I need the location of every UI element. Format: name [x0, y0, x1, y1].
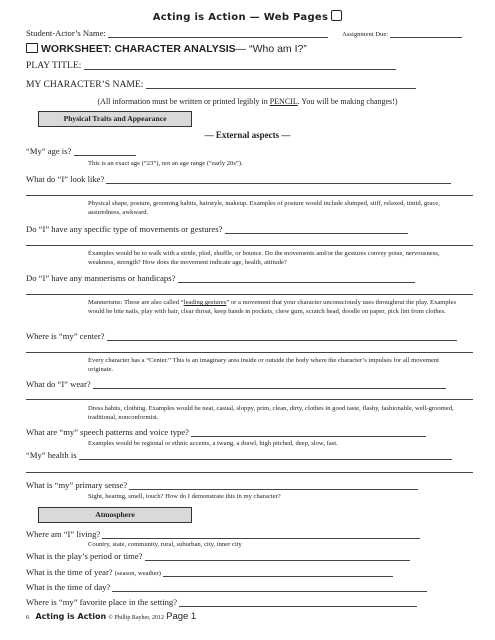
mannerisms-note: [88, 298, 465, 316]
day-row: [26, 582, 473, 592]
health-line-2[interactable]: [26, 472, 473, 473]
page-footer: [26, 611, 196, 622]
mannerisms-label: Do “I” have any mannerisms or handicaps?: [26, 273, 176, 283]
external-aspects-heading: — External aspects —: [204, 130, 291, 140]
footer-page-marker: 6: [26, 614, 30, 621]
mannerisms-field[interactable]: [178, 274, 415, 283]
header-section: Web Pages: [263, 12, 329, 23]
play-title-row: [26, 60, 473, 71]
look-line-2[interactable]: [26, 195, 473, 196]
health-row: [26, 450, 473, 460]
character-name-label: MY CHARACTER’S NAME:: [26, 79, 144, 90]
year-label: What is the time of year?: [26, 567, 113, 577]
instructions-pencil: PENCIL: [269, 97, 298, 106]
section-physical-traits: Physical Traits and Appearance: [38, 111, 192, 127]
worksheet-title-text: WORKSHEET: CHARACTER ANALYSIS: [41, 43, 236, 55]
look-label: What do “I” look like?: [26, 174, 105, 184]
year-field[interactable]: [163, 568, 393, 577]
sense-row: [26, 480, 473, 490]
living-note: Country, state, community, rural, suburban, city, inner city: [88, 541, 242, 548]
worksheet-title: [26, 43, 307, 55]
assignment-due-field[interactable]: [390, 29, 462, 38]
center-field[interactable]: [107, 332, 457, 341]
wear-field[interactable]: [93, 380, 446, 389]
look-row: [26, 174, 473, 184]
age-row: [26, 146, 473, 156]
living-label: Where am “I” living?: [26, 529, 101, 539]
center-row: [26, 331, 473, 341]
instructions-before: (All information must be written or printed legibly in: [97, 97, 270, 106]
health-field[interactable]: [79, 451, 452, 460]
student-name-label: Student-Actor’s Name:: [26, 28, 106, 38]
wear-row: [26, 379, 473, 389]
worksheet-subtitle: — “Who am I?”: [235, 43, 307, 55]
section-atmosphere: Atmosphere: [38, 507, 192, 523]
character-name-field[interactable]: [146, 80, 416, 89]
speech-label: What are “my” speech patterns and voice type?: [26, 427, 189, 437]
play-title-label: PLAY TITLE:: [26, 60, 82, 71]
movements-line-2[interactable]: [26, 245, 473, 246]
center-label: Where is “my” center?: [26, 331, 105, 341]
period-label: What is the play’s period or time?: [26, 551, 143, 561]
worksheet-icon: [26, 43, 38, 53]
header-dash: —: [245, 12, 264, 23]
footer-brand: Acting is Action: [35, 612, 107, 621]
footer-copyright: © Phillip Rayher, 2012: [108, 615, 164, 621]
look-note: Physical shape, posture, grooming habits, hairstyle, makeup. Examples of posture would include slumped, stiff, relaxed, timid, grace, assuredness, awkward.: [88, 200, 440, 217]
place-row: [26, 597, 473, 607]
age-field[interactable]: [74, 147, 136, 156]
year-hint: (season, weather): [114, 570, 161, 577]
wear-line-2[interactable]: [26, 399, 473, 400]
sense-label: What is “my” primary sense?: [26, 480, 128, 490]
center-note: Every character has a “Center.” This is an imaginary area inside or outside the body where the character’s impulses for all movement originate.: [88, 357, 439, 374]
day-field[interactable]: [112, 583, 427, 592]
mannerisms-line-2[interactable]: [26, 294, 473, 295]
living-row: [26, 529, 473, 539]
movements-label: Do “I” have any specific type of movements or gestures?: [26, 224, 223, 234]
day-label: What is the time of day?: [26, 582, 111, 592]
speech-note: Examples would be regional or ethnic accents, a twang, a drawl, high pitched, deep, slow, fast.: [88, 440, 338, 447]
movements-note: Examples would be to walk with a stride, plod, shuffle, or bounce. Do the movements and/or the gestures convey poise, nervousness, weakness, strength? How does the movement indicate age, health, attitude?: [88, 250, 440, 267]
period-field[interactable]: [145, 552, 410, 561]
sense-field[interactable]: [129, 481, 418, 490]
instructions: [0, 97, 495, 106]
health-label: “My” health is: [26, 450, 77, 460]
student-name-row: [26, 28, 473, 38]
play-title-field[interactable]: [84, 61, 396, 70]
assignment-due-label: Assignment Due:: [342, 31, 389, 38]
place-label: Where is “my” favorite place in the setting?: [26, 597, 178, 607]
speech-field[interactable]: [191, 428, 426, 437]
hand-pointer-icon: [331, 10, 342, 21]
mannerisms-note-before: Mannerisms: These are also called “: [88, 299, 184, 306]
header-brand: Acting is Action: [152, 12, 246, 23]
leading-gestures-term: leading gestures: [183, 299, 227, 306]
sense-note: Sight, hearing, smell, touch? How do I demonstrate this in my character?: [88, 493, 281, 500]
look-field[interactable]: [106, 175, 451, 184]
mannerisms-row: [26, 273, 473, 283]
character-name-row: [26, 79, 473, 90]
page-header: [0, 10, 495, 23]
student-name-field[interactable]: [108, 29, 328, 38]
period-row: [26, 551, 473, 561]
age-label: “My” age is?: [26, 146, 72, 156]
movements-row: [26, 224, 473, 234]
movements-field[interactable]: [225, 225, 408, 234]
mannerisms-note-after: ” or a movement that your character unconsciously uses throughout the play. Examples would be bite nails, play with hair, clear throat, keep hands in pockets, chew gum, scratch head, doodle on paper, pick lint from clothes.: [88, 299, 457, 316]
age-note: This is an exact age (“23”), not an age range (“early 20s”).: [88, 160, 243, 167]
speech-row: [26, 427, 473, 437]
year-row: [26, 567, 473, 577]
living-field[interactable]: [102, 530, 420, 539]
wear-note: Dress habits, clothing. Examples would be neat, casual, sloppy, prim, clean, dirty, clothes in good taste, flashy, fashionable, well-groomed, traditional, nonconformist.: [88, 405, 454, 422]
center-line-2[interactable]: [26, 352, 473, 353]
instructions-after: . You will be making changes!): [297, 97, 398, 106]
wear-label: What do “I” wear?: [26, 379, 91, 389]
footer-page-number: Page 1: [166, 611, 197, 622]
place-field[interactable]: [179, 598, 417, 607]
